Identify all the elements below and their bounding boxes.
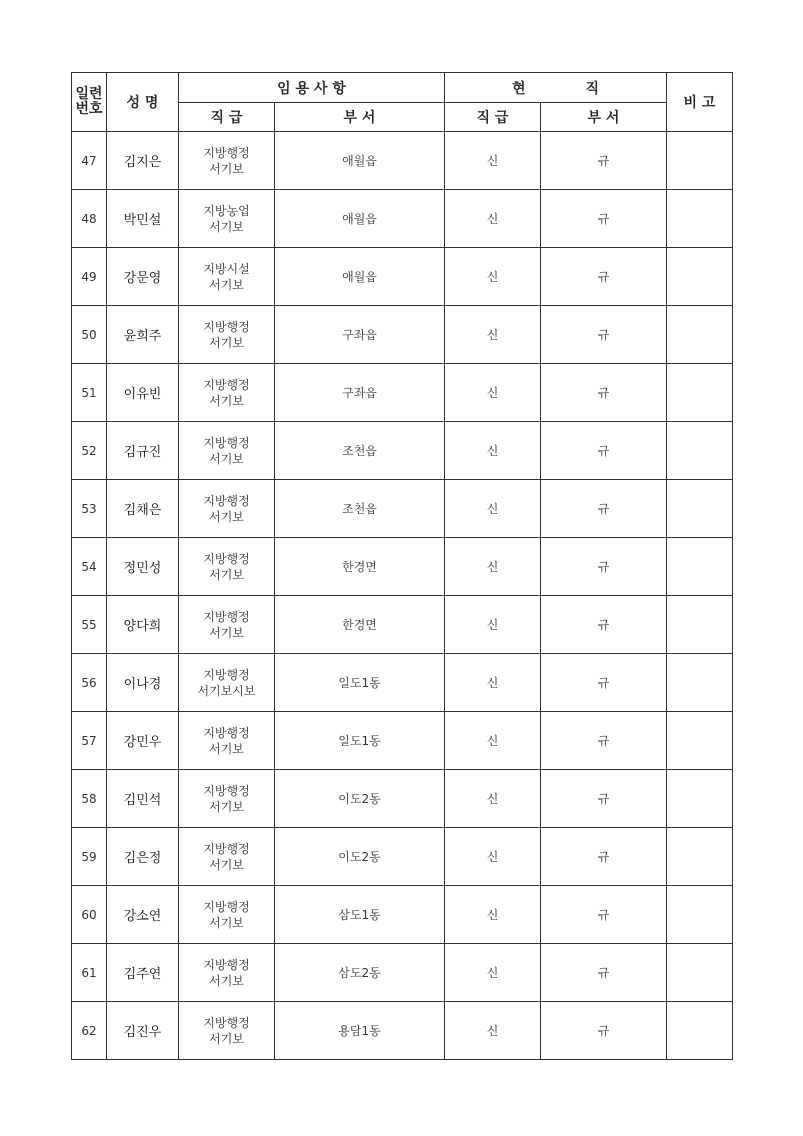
department-cell: 이도2동 [275,828,445,886]
department-cell: 한경면 [275,596,445,654]
current-department-cell: 규 [541,306,667,364]
grade-line-2: 서기보 [209,741,244,756]
grade-line-2: 서기보 [209,509,244,524]
serial-number-cell: 49 [72,248,107,306]
current-grade-cell: 신 [445,422,541,480]
appointment-grade-header: 직 급 [179,103,275,132]
note-cell [667,712,733,770]
note-cell [667,596,733,654]
current-grade-cell: 신 [445,770,541,828]
table-row [72,712,733,770]
serial-number-cell: 56 [72,654,107,712]
grade-line-1: 지방행정 [203,435,250,450]
current-department-cell: 규 [541,828,667,886]
serial-number-cell: 54 [72,538,107,596]
current-grade-cell: 신 [445,248,541,306]
note-cell [667,422,733,480]
department-cell: 한경면 [275,538,445,596]
grade-line-1: 지방행정 [203,899,250,914]
grade-line-2: 서기보 [209,857,244,872]
grade-line-2: 서기보 [209,393,244,408]
note-cell [667,480,733,538]
current-grade-cell: 신 [445,1002,541,1060]
name-cell: 이나경 [107,654,179,712]
note-cell [667,886,733,944]
current-department-cell: 규 [541,654,667,712]
table-row [72,886,733,944]
name-cell: 정민성 [107,538,179,596]
department-cell: 삼도2동 [275,944,445,1002]
serial-number-cell: 58 [72,770,107,828]
grade-line-2: 서기보시보 [197,683,256,698]
grade-line-2: 서기보 [209,1031,244,1046]
grade-line-1: 지방시설 [203,261,250,276]
name-cell: 김민석 [107,770,179,828]
grade-line-2: 서기보 [209,161,244,176]
table-row [72,944,733,1002]
current-department-cell: 규 [541,190,667,248]
serial-number-cell: 62 [72,1002,107,1060]
table-row [72,654,733,712]
grade-cell [179,944,275,1002]
note-cell [667,190,733,248]
name-cell: 김주연 [107,944,179,1002]
department-cell: 애월읍 [275,190,445,248]
table-row [72,480,733,538]
grade-line-1: 지방행정 [203,493,250,508]
note-cell [667,132,733,190]
current-department-cell: 규 [541,944,667,1002]
current-department-cell: 규 [541,422,667,480]
grade-line-1: 지방행정 [203,319,250,334]
department-cell: 삼도1동 [275,886,445,944]
current-grade-cell: 신 [445,538,541,596]
grade-line-2: 서기보 [209,625,244,640]
appointment-roster-table [71,72,733,1060]
grade-line-1: 지방행정 [203,551,250,566]
table-header [72,73,733,132]
current-department-cell: 규 [541,596,667,654]
department-cell: 구좌읍 [275,364,445,422]
grade-cell [179,364,275,422]
serial-number-cell: 47 [72,132,107,190]
grade-line-1: 지방농업 [203,203,250,218]
department-cell: 이도2동 [275,770,445,828]
note-cell [667,306,733,364]
current-department-cell: 규 [541,1002,667,1060]
serial-number-cell: 53 [72,480,107,538]
table-row [72,422,733,480]
grade-cell [179,712,275,770]
name-cell: 강문영 [107,248,179,306]
grade-line-2: 서기보 [209,277,244,292]
table-row [72,770,733,828]
grade-line-1: 지방행정 [203,957,250,972]
serial-number-cell: 57 [72,712,107,770]
grade-cell [179,886,275,944]
appointment-department-header: 부 서 [275,103,445,132]
note-cell [667,1002,733,1060]
name-cell: 강민우 [107,712,179,770]
note-cell [667,248,733,306]
name-cell: 강소연 [107,886,179,944]
name-cell: 김채은 [107,480,179,538]
current-department-cell: 규 [541,480,667,538]
current-department-cell: 규 [541,248,667,306]
table-body [72,132,733,1060]
grade-line-2: 서기보 [209,915,244,930]
grade-line-1: 지방행정 [203,725,250,740]
note-cell [667,538,733,596]
current-department-cell: 규 [541,770,667,828]
note-cell [667,770,733,828]
grade-cell [179,422,275,480]
department-cell: 구좌읍 [275,306,445,364]
department-cell: 용담1동 [275,1002,445,1060]
serial-number-header [72,73,107,132]
current-department-header: 부 서 [541,103,667,132]
grade-line-2: 서기보 [209,335,244,350]
serial-number-cell: 50 [72,306,107,364]
grade-line-1: 지방행정 [203,1015,250,1030]
note-header: 비 고 [667,73,733,132]
department-cell: 애월읍 [275,248,445,306]
serial-number-cell: 61 [72,944,107,1002]
grade-cell [179,248,275,306]
grade-cell [179,1002,275,1060]
current-department-cell: 규 [541,712,667,770]
name-cell: 박민설 [107,190,179,248]
note-cell [667,828,733,886]
name-cell: 이유빈 [107,364,179,422]
grade-line-1: 지방행정 [203,609,250,624]
serial-number-cell: 52 [72,422,107,480]
name-cell: 김지은 [107,132,179,190]
current-grade-cell: 신 [445,190,541,248]
table-row [72,190,733,248]
name-header: 성 명 [107,73,179,132]
note-cell [667,364,733,422]
department-cell: 일도1동 [275,712,445,770]
serial-number-header-line1: 일련 [75,86,103,102]
grade-line-1: 지방행정 [203,145,250,160]
current-department-cell: 규 [541,364,667,422]
grade-line-1: 지방행정 [203,377,250,392]
grade-line-1: 지방행정 [203,667,250,682]
table-row [72,132,733,190]
table-row [72,1002,733,1060]
grade-cell [179,654,275,712]
serial-number-header-line2: 번호 [75,101,103,117]
current-grade-cell: 신 [445,596,541,654]
name-cell: 김진우 [107,1002,179,1060]
grade-cell [179,828,275,886]
serial-number-cell: 60 [72,886,107,944]
current-grade-cell: 신 [445,132,541,190]
table-row [72,248,733,306]
current-department-cell: 규 [541,538,667,596]
grade-line-2: 서기보 [209,799,244,814]
serial-number-cell: 59 [72,828,107,886]
grade-cell [179,190,275,248]
department-cell: 애월읍 [275,132,445,190]
current-position-header: 현직 [445,73,667,103]
current-grade-cell: 신 [445,828,541,886]
name-cell: 윤희주 [107,306,179,364]
department-cell: 일도1동 [275,654,445,712]
current-department-cell: 규 [541,132,667,190]
grade-cell [179,538,275,596]
note-cell [667,944,733,1002]
grade-line-2: 서기보 [209,219,244,234]
grade-cell [179,770,275,828]
grade-cell [179,480,275,538]
current-grade-cell: 신 [445,306,541,364]
table-row [72,364,733,422]
serial-number-cell: 51 [72,364,107,422]
department-cell: 조천읍 [275,480,445,538]
table-row [72,828,733,886]
grade-cell [179,306,275,364]
department-cell: 조천읍 [275,422,445,480]
grade-cell [179,132,275,190]
serial-number-cell: 48 [72,190,107,248]
serial-number-cell: 55 [72,596,107,654]
table-row [72,538,733,596]
grade-line-2: 서기보 [209,567,244,582]
grade-line-2: 서기보 [209,451,244,466]
table-row [72,306,733,364]
current-grade-cell: 신 [445,944,541,1002]
grade-line-2: 서기보 [209,973,244,988]
grade-cell [179,596,275,654]
note-cell [667,654,733,712]
name-cell: 김은정 [107,828,179,886]
current-grade-header: 직 급 [445,103,541,132]
grade-line-1: 지방행정 [203,841,250,856]
name-cell: 양다희 [107,596,179,654]
current-grade-cell: 신 [445,654,541,712]
current-grade-cell: 신 [445,364,541,422]
grade-line-1: 지방행정 [203,783,250,798]
appointment-header: 임 용 사 항 [179,73,445,103]
current-grade-cell: 신 [445,480,541,538]
current-grade-cell: 신 [445,886,541,944]
table-row [72,596,733,654]
name-cell: 김규진 [107,422,179,480]
current-grade-cell: 신 [445,712,541,770]
current-department-cell: 규 [541,886,667,944]
